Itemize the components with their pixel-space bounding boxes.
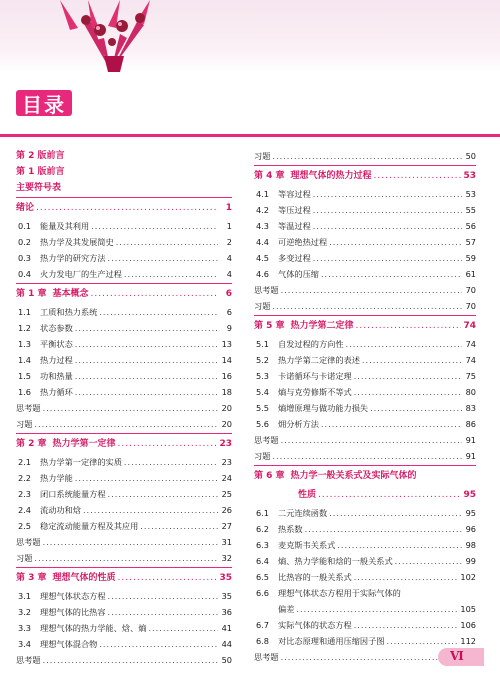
leader-dots <box>305 521 462 537</box>
toc-entry[interactable] <box>16 652 232 668</box>
leader-dots <box>362 352 462 368</box>
toc-entry[interactable] <box>16 518 232 534</box>
leader-dots <box>75 336 218 352</box>
entry-page: 55 <box>465 205 476 215</box>
entry-page: 14 <box>221 355 232 365</box>
toc-entry[interactable] <box>254 400 476 416</box>
entry-title: 多变过程 <box>278 253 311 263</box>
entry-title: 习题 <box>16 553 33 563</box>
entry-title: 理想气体混合物 <box>40 639 98 649</box>
entry-title: 主要符号表 <box>16 183 62 193</box>
entry-title: 习题 <box>254 451 271 461</box>
toc-entry[interactable] <box>254 521 476 537</box>
entry-number: 第 2 章 <box>16 439 47 449</box>
leader-dots <box>91 218 218 234</box>
toc-entry[interactable] <box>16 416 232 432</box>
toc-entry[interactable] <box>16 620 232 636</box>
leader-dots <box>99 636 218 652</box>
entry-number: 4.1 <box>256 189 270 199</box>
toc-entry[interactable] <box>254 186 476 202</box>
toc-entry[interactable] <box>16 636 232 652</box>
leader-dots <box>272 298 462 314</box>
entry-title: 理想气体的比热容 <box>40 607 106 617</box>
entry-title: 火力发电厂的生产过程 <box>40 269 122 279</box>
toc-entry[interactable] <box>254 282 476 298</box>
leader-dots <box>83 502 218 518</box>
toc-entry[interactable] <box>254 266 476 282</box>
entry-page: 16 <box>221 371 232 381</box>
toc-entry[interactable] <box>254 569 476 585</box>
entry-title: 热力学一般关系式及实际气体的 <box>290 471 417 481</box>
chapter-rule <box>16 433 232 434</box>
entry-title: 气体的压缩 <box>278 269 319 279</box>
toc-entry[interactable] <box>254 505 476 521</box>
leader-dots <box>148 620 218 636</box>
entry-page: 6 <box>226 307 232 317</box>
entry-page: 2 <box>226 237 232 247</box>
entry-number: 2.1 <box>18 457 32 467</box>
toc-front-entry[interactable] <box>16 180 232 196</box>
toc-entry[interactable] <box>254 617 476 633</box>
entry-title: 熵与克劳修斯不等式 <box>278 387 352 397</box>
entry-title: 流动功和焓 <box>40 505 81 515</box>
leader-dots <box>354 617 459 633</box>
leader-dots <box>272 448 462 464</box>
leader-dots <box>281 282 462 298</box>
entry-number: 4.4 <box>256 237 270 247</box>
entry-title: 思考题 <box>254 652 279 662</box>
entry-number: 第 3 章 <box>16 573 47 583</box>
entry-title: 理想气体状态方程 <box>40 591 106 601</box>
leader-dots <box>34 550 218 566</box>
entry-page: 91 <box>465 451 476 461</box>
entry-number: 3.3 <box>18 623 32 633</box>
entry-title: 稳定流动能量方程及其应用 <box>40 521 139 531</box>
leader-dots <box>313 250 462 266</box>
toc-left-column <box>16 148 232 668</box>
entry-number: 5.2 <box>256 355 270 365</box>
entry-number: 3.1 <box>18 591 32 601</box>
entry-page: 91 <box>465 435 476 445</box>
entry-title: 二元连续函数 <box>278 508 328 518</box>
entry-title: 热力学第一定律 <box>52 439 116 449</box>
entry-number: 0.1 <box>18 221 32 231</box>
entry-page: 112 <box>460 636 476 646</box>
leader-dots <box>116 234 218 250</box>
leader-dots <box>296 601 458 617</box>
toc-title-box <box>16 90 72 116</box>
leader-dots <box>346 336 462 352</box>
entry-number: 0.4 <box>18 269 32 279</box>
entry-title: 实际气体的状态方程 <box>278 620 352 630</box>
leader-dots <box>108 486 218 502</box>
entry-title: 热力学第一定律的实质 <box>40 457 122 467</box>
toc-chapter-entry[interactable] <box>254 467 476 486</box>
entry-title-cont: 偏差 <box>278 604 295 614</box>
leader-dots <box>354 384 462 400</box>
toc-chapter-entry[interactable] <box>254 167 476 186</box>
toc-entry[interactable] <box>254 416 476 432</box>
entry-title: 工质和热力系统 <box>40 307 98 317</box>
entry-title: 可逆绝热过程 <box>278 237 328 247</box>
entry-number: 第 1 章 <box>16 289 47 299</box>
entry-page: 27 <box>221 521 232 531</box>
entry-page: 70 <box>465 301 476 311</box>
leader-dots <box>272 148 462 164</box>
entry-number: 第 4 章 <box>254 171 285 181</box>
toc-entry[interactable] <box>254 148 476 164</box>
toc-entry[interactable] <box>16 486 232 502</box>
leader-dots <box>124 454 218 470</box>
entry-page: 59 <box>465 253 476 263</box>
toc-entry[interactable] <box>16 588 232 604</box>
entry-title: 平衡状态 <box>40 339 73 349</box>
entry-title: 比热容的一般关系式 <box>278 572 352 582</box>
entry-title: 热力学及其发展简史 <box>40 237 114 247</box>
entry-number: 4.2 <box>256 205 270 215</box>
toc-chapter-entry[interactable] <box>16 199 232 218</box>
entry-title: 习题 <box>16 419 33 429</box>
entry-page: 105 <box>460 604 476 614</box>
leader-dots <box>91 285 218 304</box>
toc-front-entry[interactable] <box>16 164 232 180</box>
leader-dots <box>313 186 462 202</box>
toc-entry[interactable] <box>16 234 232 250</box>
entry-title-cont: 性质 <box>298 490 317 500</box>
entry-title: 理想气体的热力过程 <box>290 171 372 181</box>
entry-number: 4.6 <box>256 269 270 279</box>
toc-entry[interactable] <box>16 400 232 416</box>
entry-number: 5.3 <box>256 371 270 381</box>
entry-number: 3.4 <box>18 639 32 649</box>
entry-page: 9 <box>226 323 232 333</box>
entry-number: 6.7 <box>256 620 270 630</box>
page-number: Ⅵ <box>450 649 464 663</box>
toc-entry[interactable] <box>16 304 232 320</box>
toc-entry[interactable] <box>254 336 476 352</box>
entry-page: 20 <box>221 403 232 413</box>
toc-entry[interactable] <box>254 234 476 250</box>
entry-number: 第 5 章 <box>254 321 285 331</box>
toc-chapter-entry[interactable] <box>16 569 232 588</box>
entry-page: 56 <box>465 221 476 231</box>
chapter-rule <box>16 283 232 284</box>
toc-entry[interactable] <box>16 352 232 368</box>
entry-title: 第 1 版前言 <box>16 167 65 177</box>
entry-page: 23 <box>219 439 232 449</box>
toc-entry[interactable] <box>16 454 232 470</box>
entry-title: 闭口系统能量方程 <box>40 489 106 499</box>
leader-dots <box>354 368 462 384</box>
toc-entry[interactable] <box>16 218 232 234</box>
chapter-rule <box>16 567 232 568</box>
entry-number: 2.3 <box>18 489 32 499</box>
header-banner <box>0 0 500 72</box>
toc-entry[interactable] <box>254 368 476 384</box>
leader-dots <box>321 416 462 432</box>
toc-entry[interactable] <box>254 633 476 649</box>
toc-entry[interactable] <box>254 250 476 266</box>
entry-title: 热系数 <box>278 524 303 534</box>
leader-dots <box>140 518 218 534</box>
entry-number: 6.1 <box>256 508 270 518</box>
entry-page: 74 <box>465 339 476 349</box>
entry-title: 对比态原理和通用压缩因子图 <box>278 636 385 646</box>
leader-dots <box>321 266 462 282</box>
entry-page: 86 <box>465 419 476 429</box>
leader-dots <box>75 352 218 368</box>
leader-dots <box>43 400 218 416</box>
entry-page: 57 <box>465 237 476 247</box>
entry-title: 等容过程 <box>278 189 311 199</box>
entry-title: 自发过程的方向性 <box>278 339 344 349</box>
entry-page: 53 <box>465 189 476 199</box>
entry-title: 热力学能 <box>40 473 73 483</box>
entry-page: 1 <box>225 203 232 213</box>
toc-entry[interactable] <box>16 336 232 352</box>
entry-title: 思考题 <box>254 435 279 445</box>
entry-title: 绪论 <box>16 203 35 213</box>
toc-chapter-entry[interactable] <box>16 435 232 454</box>
toc-chapter-entry[interactable] <box>254 317 476 336</box>
entry-page: 25 <box>221 489 232 499</box>
entry-title: 习题 <box>254 151 271 161</box>
leader-dots <box>43 534 218 550</box>
entry-page: 13 <box>221 339 232 349</box>
entry-title: 思考题 <box>16 655 41 665</box>
entry-page: 1 <box>226 221 232 231</box>
entry-number: 1.4 <box>18 355 32 365</box>
leader-dots <box>318 486 461 505</box>
toc-right-column <box>254 148 476 665</box>
entry-number: 2.2 <box>18 473 32 483</box>
entry-page: 23 <box>221 457 232 467</box>
entry-title: 思考题 <box>16 537 41 547</box>
leader-dots <box>395 553 462 569</box>
toc-entry[interactable] <box>16 550 232 566</box>
leader-dots <box>75 470 218 486</box>
entry-title: 麦克斯韦关系式 <box>278 540 336 550</box>
entry-title: 熵、热力学能和焓的一般关系式 <box>278 556 393 566</box>
leader-dots <box>118 435 218 454</box>
toc-entry[interactable] <box>16 534 232 550</box>
entry-page: 35 <box>219 573 232 583</box>
entry-title: 等压过程 <box>278 205 311 215</box>
leader-dots <box>36 199 218 218</box>
chapter-rule <box>254 465 476 466</box>
entry-number: 2.4 <box>18 505 32 515</box>
entry-title: 㶲分析方法 <box>278 419 319 429</box>
toc-entry-continuation[interactable] <box>254 486 476 505</box>
entry-page: 80 <box>465 387 476 397</box>
toc-entry[interactable] <box>254 553 476 569</box>
entry-number: 4.3 <box>256 221 270 231</box>
entry-number: 1.2 <box>18 323 32 333</box>
entry-title: 熵增原理与做功能力损失 <box>278 403 369 413</box>
entry-number: 3.2 <box>18 607 32 617</box>
leader-dots <box>108 604 218 620</box>
entry-number: 0.3 <box>18 253 32 263</box>
toc-entry[interactable] <box>254 537 476 553</box>
toc-entry[interactable] <box>254 384 476 400</box>
entry-number: 5.6 <box>256 419 270 429</box>
toc-entry[interactable] <box>254 432 476 448</box>
entry-page: 35 <box>221 591 232 601</box>
entry-number: 6.2 <box>256 524 270 534</box>
entry-number: 6.8 <box>256 636 270 646</box>
chapter-rule <box>254 315 476 316</box>
leader-dots <box>75 320 218 336</box>
entry-number: 1.1 <box>18 307 32 317</box>
entry-title: 热力学第二定律的表述 <box>278 355 360 365</box>
entry-number: 1.3 <box>18 339 32 349</box>
toc-front-entry[interactable] <box>16 148 232 164</box>
toc-entry[interactable] <box>16 320 232 336</box>
entry-page: 96 <box>465 524 476 534</box>
entry-page: 41 <box>221 623 232 633</box>
toc-entry[interactable] <box>16 368 232 384</box>
entry-title: 第 2 版前言 <box>16 151 65 161</box>
entry-title: 思考题 <box>254 285 279 295</box>
entry-title: 卡诺循环与卡诺定理 <box>278 371 352 381</box>
entry-page: 70 <box>465 285 476 295</box>
entry-number: 6.4 <box>256 556 270 566</box>
entry-title: 理想气体的性质 <box>52 573 116 583</box>
toc-entry[interactable] <box>16 604 232 620</box>
leader-dots <box>34 416 218 432</box>
leader-dots <box>281 649 459 665</box>
entry-number: 2.5 <box>18 521 32 531</box>
toc-title: 目录 <box>22 92 66 117</box>
entry-page: 102 <box>460 572 476 582</box>
entry-title: 等温过程 <box>278 221 311 231</box>
entry-title: 理想气体的热力学能、焓、熵 <box>40 623 147 633</box>
entry-page: 44 <box>221 639 232 649</box>
toc-entry-continuation[interactable] <box>254 601 476 617</box>
leader-dots <box>99 304 218 320</box>
toc-entry[interactable] <box>16 250 232 266</box>
leader-dots <box>329 234 462 250</box>
leader-dots <box>370 400 462 416</box>
entry-page: 20 <box>221 419 232 429</box>
entry-number: 5.4 <box>256 387 270 397</box>
leader-dots <box>43 652 218 668</box>
entry-page: 74 <box>463 321 476 331</box>
entry-title: 热力学第二定律 <box>290 321 354 331</box>
entry-title: 基本概念 <box>52 289 89 299</box>
entry-number: 5.5 <box>256 403 270 413</box>
entry-title: 理想气体状态方程用于实际气体的 <box>278 588 401 598</box>
entry-number: 6.6 <box>256 588 270 598</box>
entry-number: 5.1 <box>256 339 270 349</box>
leader-dots <box>329 505 462 521</box>
entry-page: 32 <box>221 553 232 563</box>
entry-page: 95 <box>463 490 476 500</box>
toc-entry[interactable] <box>254 585 476 601</box>
entry-page: 31 <box>221 537 232 547</box>
entry-page: 99 <box>465 556 476 566</box>
toc-entry[interactable] <box>16 502 232 518</box>
entry-page: 50 <box>465 151 476 161</box>
entry-page: 50 <box>221 655 232 665</box>
entry-number: 第 6 章 <box>254 471 285 481</box>
entry-page: 4 <box>226 269 232 279</box>
leader-dots <box>386 633 458 649</box>
toc-entry[interactable] <box>254 352 476 368</box>
page-number-badge <box>438 648 484 666</box>
entry-page: 106 <box>460 620 476 630</box>
leader-dots <box>108 250 218 266</box>
entry-page: 98 <box>465 540 476 550</box>
toc-entry[interactable] <box>254 202 476 218</box>
toc-entry[interactable] <box>254 448 476 464</box>
entry-page: 36 <box>221 607 232 617</box>
entry-title: 习题 <box>254 301 271 311</box>
toc-entry[interactable] <box>254 218 476 234</box>
entry-number: 4.5 <box>256 253 270 263</box>
entry-page: 83 <box>465 403 476 413</box>
entry-title: 状态参数 <box>40 323 73 333</box>
entry-title: 热力学的研究方法 <box>40 253 106 263</box>
entry-page: 75 <box>465 371 476 381</box>
toc-chapter-entry[interactable] <box>16 285 232 304</box>
entry-number: 1.6 <box>18 387 32 397</box>
leader-dots <box>337 537 462 553</box>
toc-entry[interactable] <box>254 298 476 314</box>
entry-page: 61 <box>465 269 476 279</box>
leader-dots <box>313 218 462 234</box>
entry-title: 思考题 <box>16 403 41 413</box>
entry-number: 6.5 <box>256 572 270 582</box>
entry-page: 95 <box>465 508 476 518</box>
entry-title: 热力过程 <box>40 355 73 365</box>
entry-title: 功和热量 <box>40 371 73 381</box>
entry-page: 74 <box>465 355 476 365</box>
leader-dots <box>313 202 462 218</box>
leader-dots <box>281 432 462 448</box>
leader-dots <box>75 384 218 400</box>
entry-number: 0.2 <box>18 237 32 247</box>
leader-dots <box>356 317 462 336</box>
toc-entry[interactable] <box>16 470 232 486</box>
leader-dots <box>118 569 218 588</box>
entry-title: 热力循环 <box>40 387 73 397</box>
entry-title: 能量及其利用 <box>40 221 90 231</box>
title-divider <box>0 134 500 137</box>
entry-page: 24 <box>221 473 232 483</box>
flower-bouquet-icon <box>0 0 220 72</box>
entry-page: 4 <box>226 253 232 263</box>
entry-page: 18 <box>221 387 232 397</box>
leader-dots <box>75 368 218 384</box>
leader-dots <box>108 588 218 604</box>
toc-entry[interactable] <box>16 384 232 400</box>
leader-dots <box>354 569 459 585</box>
entry-page: 6 <box>225 289 232 299</box>
chapter-rule <box>254 165 476 166</box>
entry-number: 1.5 <box>18 371 32 381</box>
entry-page: 53 <box>463 171 476 181</box>
leader-dots <box>374 167 462 186</box>
entry-number: 6.3 <box>256 540 270 550</box>
toc-entry[interactable] <box>16 266 232 282</box>
leader-dots <box>124 266 218 282</box>
entry-page: 26 <box>221 505 232 515</box>
chapter-rule <box>16 197 232 198</box>
